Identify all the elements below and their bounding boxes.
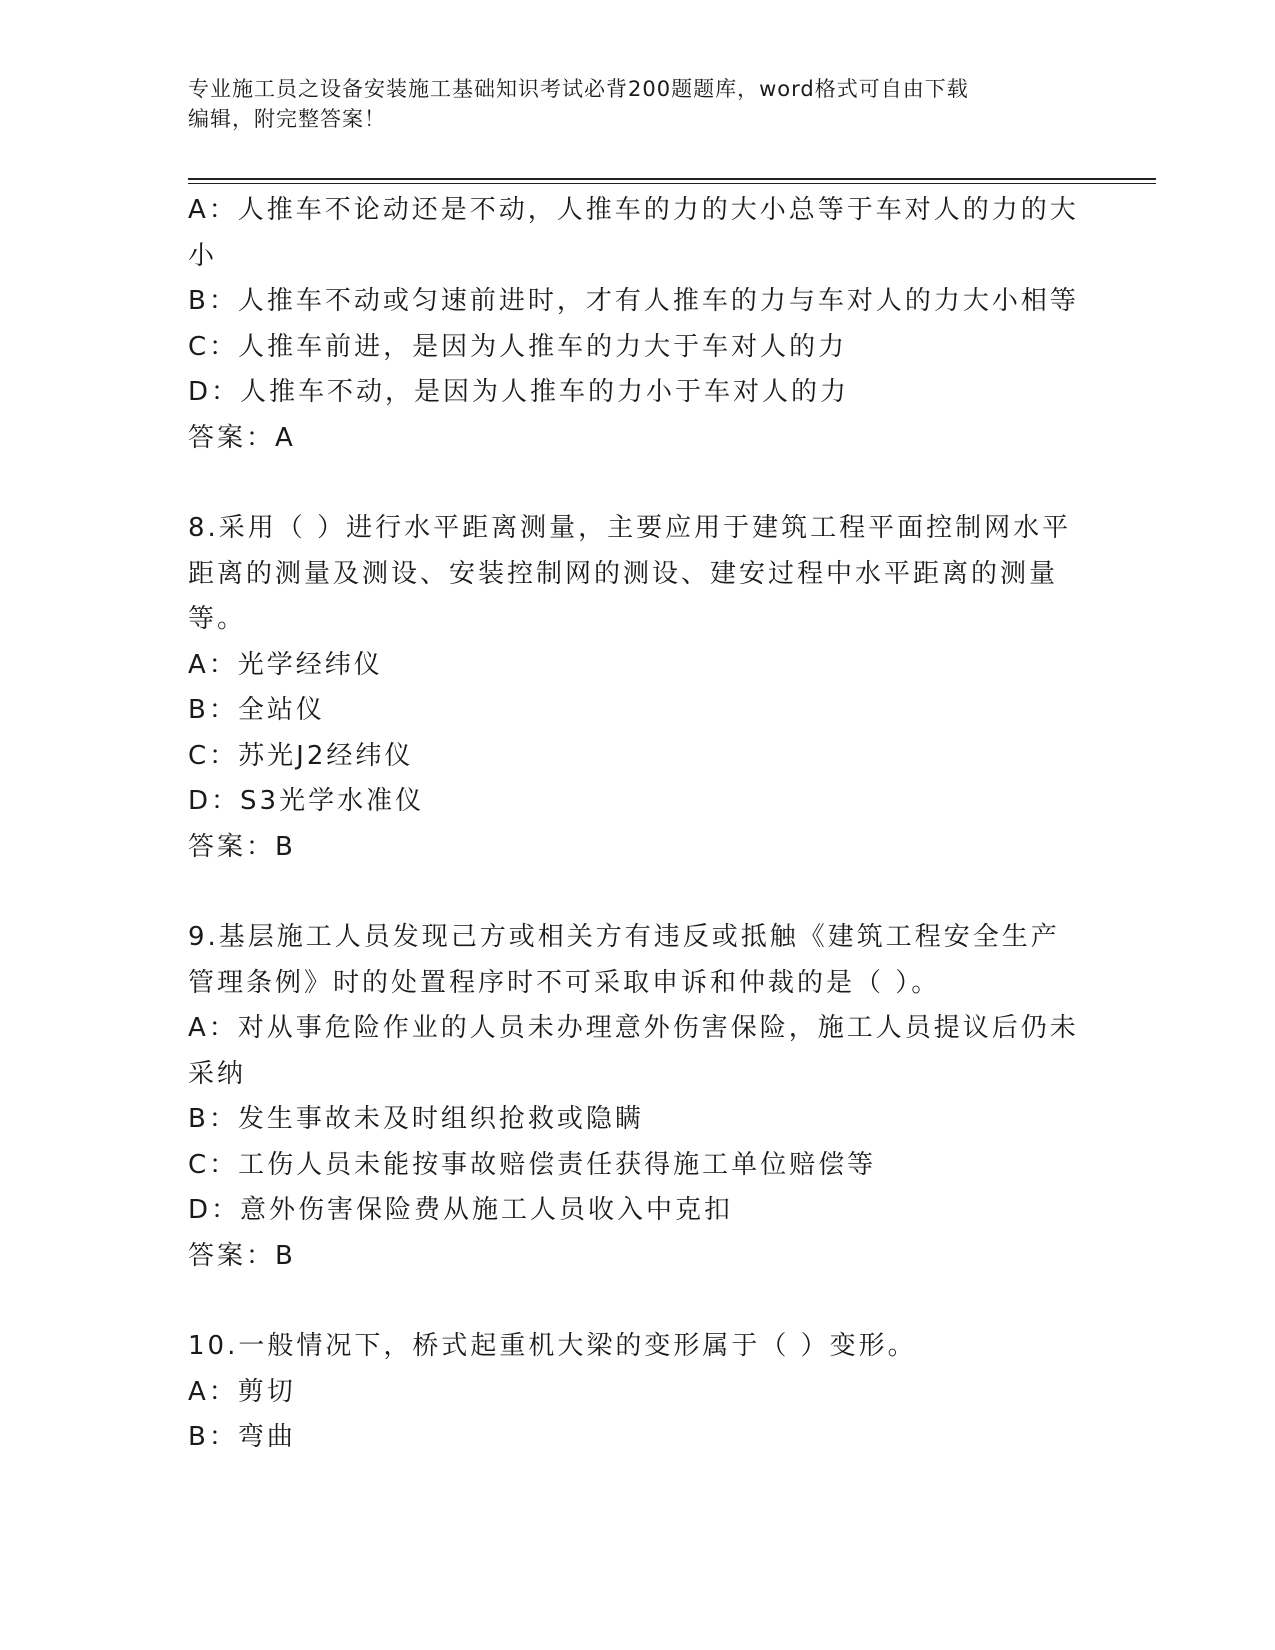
question-10 (188, 1324, 1088, 1461)
q7-option-d: D：人推车不动，是因为人推车的力小于车对人的力 (188, 377, 850, 407)
q10-option-a: A：剪切 (188, 1376, 296, 1407)
q9-option-a-line-1: A：对从事危险作业的人员未办理意外伤害保险，施工人员提议后仍未 (188, 1013, 1079, 1043)
q9-answer: 答案：B (188, 1240, 296, 1271)
q8-stem-line-1: 8.采用（ ）进行水平距离测量，主要应用于建筑工程平面控制网水平 (188, 513, 1072, 543)
q8-stem-line-3: 等。 (188, 604, 247, 634)
q7-option-b: B：人推车不动或匀速前进时，才有人推车的力与车对人的力大小相等 (188, 286, 1079, 316)
q8-option-c: C：苏光J2经纬仪 (188, 740, 414, 771)
header-title-line-1: 专业施工员之设备安装施工基础知识考试必背200题题库，word格式可自由下载 (188, 77, 969, 101)
q9-option-b: B：发生事故未及时组织抢救或隐瞒 (188, 1104, 644, 1134)
header-title-line-2: 编辑，附完整答案！ (188, 107, 386, 131)
q8-option-b: B：全站仪 (188, 695, 325, 725)
header-divider (188, 178, 1156, 184)
q9-option-a-line-2: 采纳 (188, 1058, 247, 1089)
q8-option-a: A：光学经纬仪 (188, 649, 383, 680)
q7-option-a-line-2: 小 (188, 240, 218, 271)
q9-option-c: C：工伤人员未能按事故赔偿责任获得施工单位赔偿等 (188, 1149, 877, 1180)
q10-stem: 10.一般情况下，桥式起重机大梁的变形属于（ ）变形。 (188, 1331, 917, 1361)
q7-option-a-line-1: A：人推车不论动还是不动，人推车的力的大小总等于车对人的力的大 (188, 195, 1079, 225)
question-7 (188, 188, 1088, 461)
q9-stem-line-1: 9.基层施工人员发现己方或相关方有违反或抵触《建筑工程安全生产 (188, 922, 1060, 952)
document-header (188, 74, 1078, 134)
q7-option-c: C：人推车前进，是因为人推车的力大于车对人的力 (188, 331, 848, 362)
question-8 (188, 506, 1088, 870)
q8-option-d: D：S3光学水准仪 (188, 786, 425, 816)
q10-option-b: B：弯曲 (188, 1422, 296, 1452)
q9-option-d: D：意外伤害保险费从施工人员收入中克扣 (188, 1195, 734, 1225)
spacer (188, 870, 1088, 915)
spacer (188, 461, 1088, 506)
question-9 (188, 915, 1088, 1279)
q9-stem-line-2: 管理条例》时的处置程序时不可采取申诉和仲裁的是（ ）。 (188, 967, 941, 998)
q7-answer: 答案：A (188, 422, 296, 453)
q8-answer: 答案：B (188, 831, 296, 862)
q8-stem-line-2: 距离的测量及测设、安装控制网的测设、建安过程中水平距离的测量 (188, 558, 1059, 589)
spacer (188, 1279, 1088, 1324)
document-body (188, 188, 1088, 1461)
